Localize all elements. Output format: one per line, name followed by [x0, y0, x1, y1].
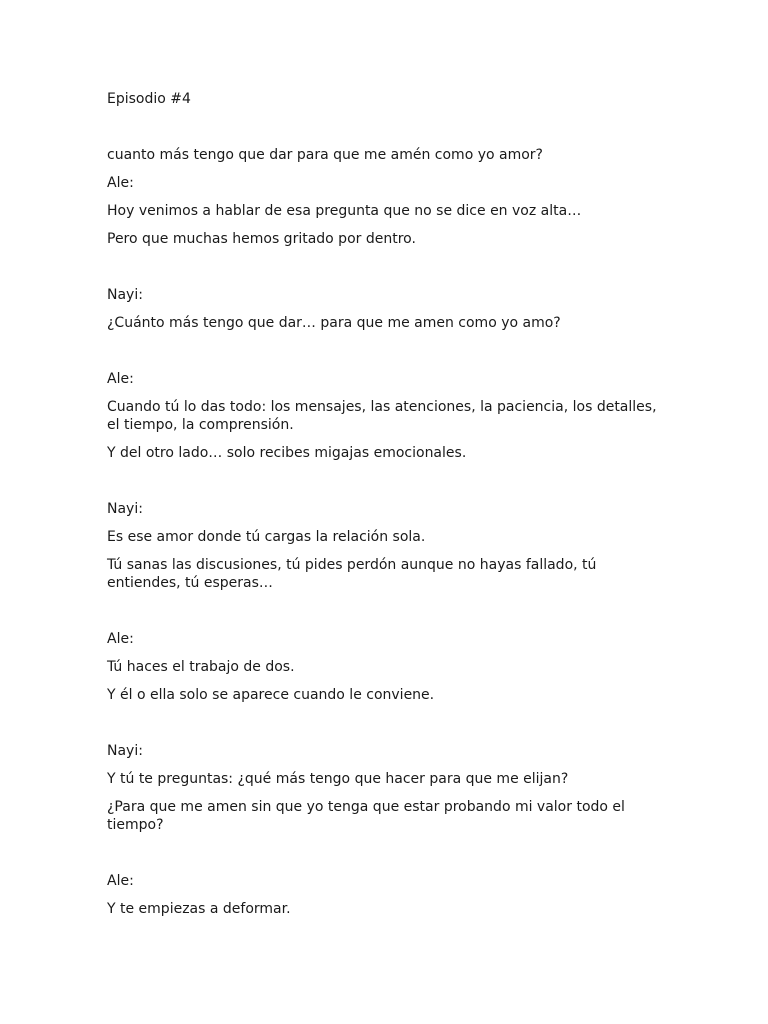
- paragraph: Y del otro lado… solo recibes migajas emocionales.: [107, 445, 467, 461]
- paragraph: Hoy venimos a hablar de esa pregunta que no se dice en voz alta…: [107, 203, 582, 219]
- speaker-label: Ale:: [107, 631, 134, 647]
- paragraph: Tú sanas las discusiones, tú pides perdón aunque no hayas fallado, tú entiendes, tú esperas…: [107, 557, 597, 591]
- paragraph: Pero que muchas hemos gritado por dentro.: [107, 231, 416, 247]
- paragraph: cuanto más tengo que dar para que me amén como yo amor?: [107, 147, 543, 163]
- document-page: [107, 90, 667, 928]
- paragraph: Es ese amor donde tú cargas la relación sola.: [107, 529, 426, 545]
- speaker-label: Nayi:: [107, 743, 143, 759]
- paragraph: ¿Para que me amen sin que yo tenga que estar probando mi valor todo el tiempo?: [107, 799, 625, 833]
- paragraph: Y él o ella solo se aparece cuando le conviene.: [107, 687, 435, 703]
- paragraph: Cuando tú lo das todo: los mensajes, las atenciones, la paciencia, los detalles, el tiempo, la comprensión.: [107, 399, 657, 433]
- speaker-label: Ale:: [107, 371, 134, 387]
- paragraph: Y tú te preguntas: ¿qué más tengo que hacer para que me elijan?: [107, 771, 569, 787]
- paragraph: Y te empiezas a deformar.: [107, 901, 291, 917]
- paragraph: Tú haces el trabajo de dos.: [107, 659, 295, 675]
- speaker-label: Ale:: [107, 175, 134, 191]
- speaker-label: Nayi:: [107, 287, 143, 303]
- speaker-label: Nayi:: [107, 501, 143, 517]
- document-title: Episodio #4: [107, 91, 191, 107]
- paragraph: ¿Cuánto más tengo que dar… para que me amen como yo amo?: [107, 315, 561, 331]
- speaker-label: Ale:: [107, 873, 134, 889]
